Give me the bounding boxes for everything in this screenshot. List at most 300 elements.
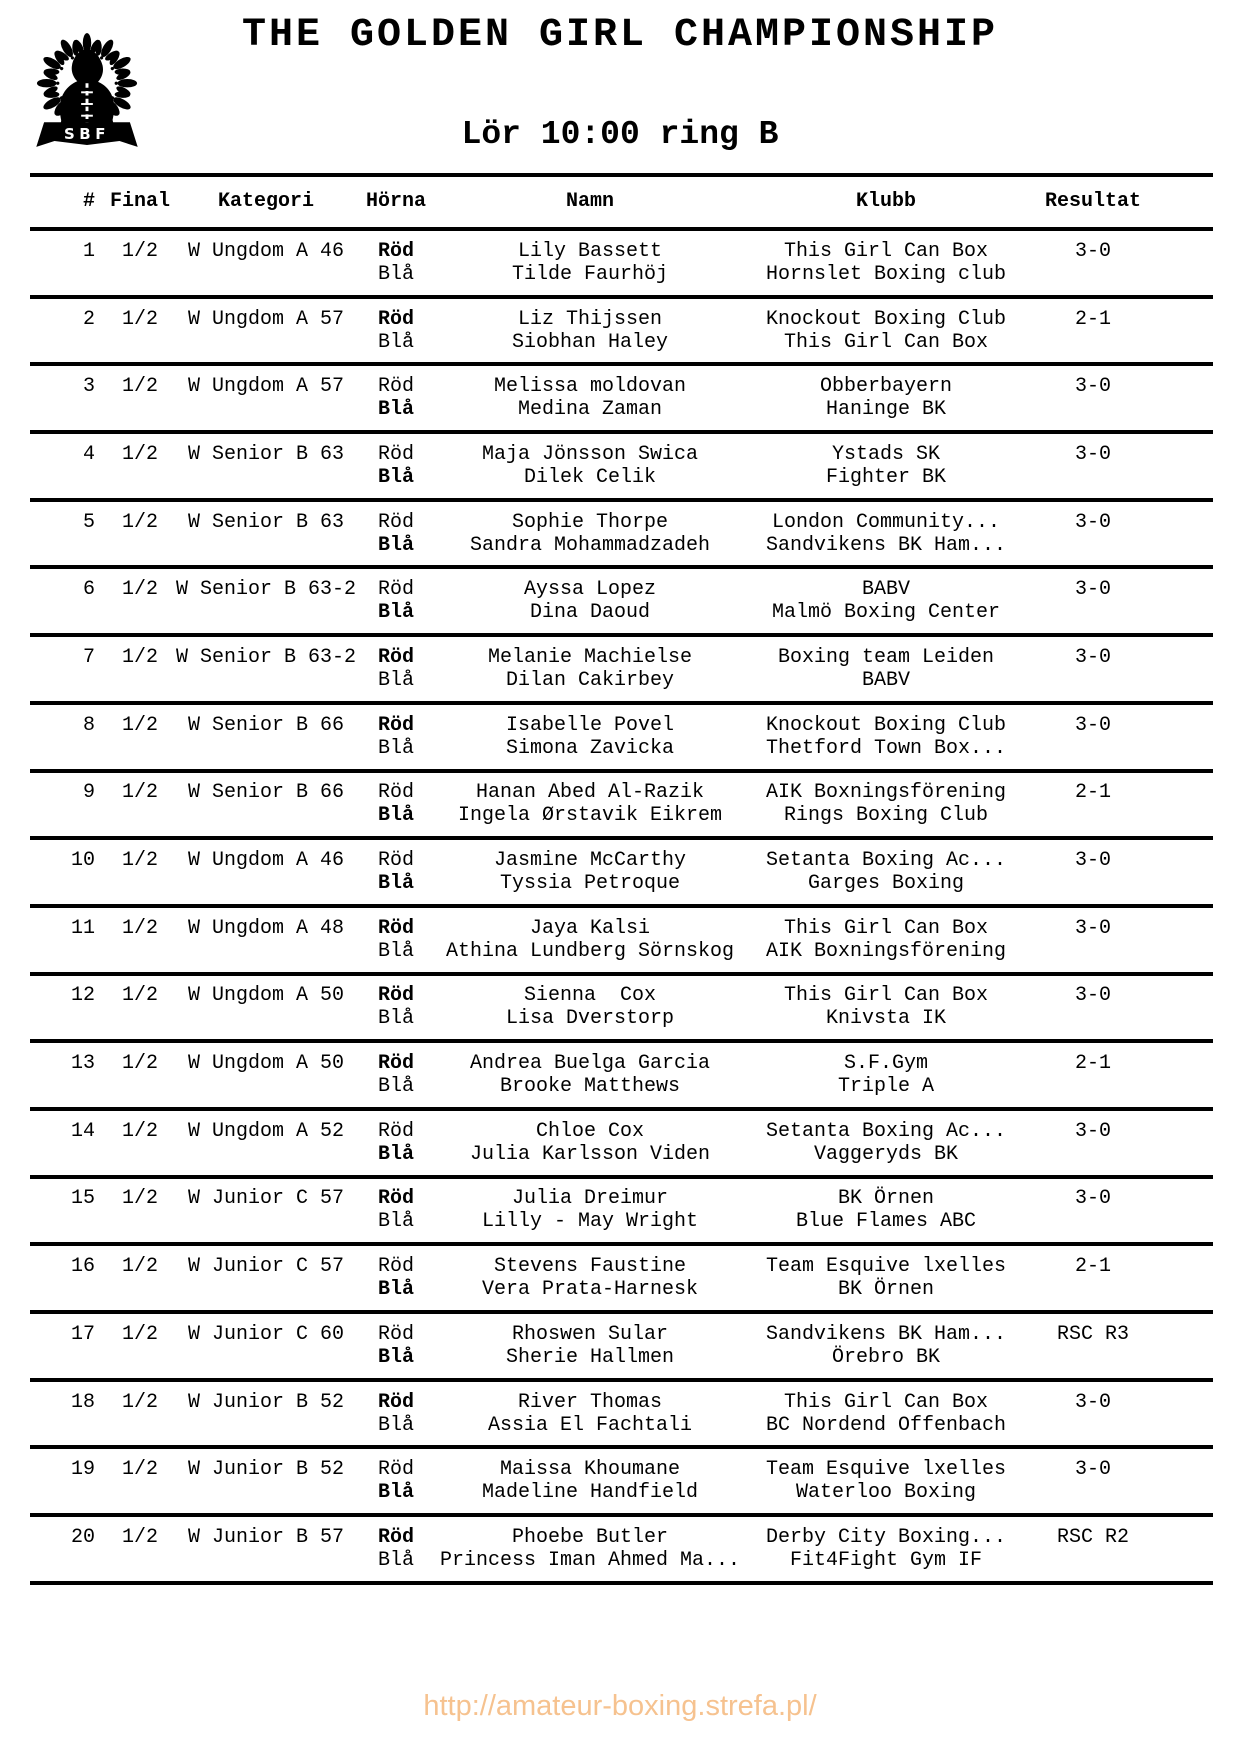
blue-boxer-club: Hornslet Boxing club xyxy=(765,262,1007,286)
blue-boxer-club: Fit4Fight Gym IF xyxy=(789,1548,983,1572)
red-boxer-club: London Community... xyxy=(771,510,1001,534)
final-stage: 1/2 xyxy=(121,375,158,399)
club-cell xyxy=(743,705,1029,769)
red-boxer-club: Derby City Boxing... xyxy=(765,1525,1007,1549)
red-boxer-name: Lily Bassett xyxy=(517,239,663,263)
table-row xyxy=(30,1043,1213,1111)
red-corner-label: Röd xyxy=(377,442,414,466)
club-cell xyxy=(743,231,1029,295)
name-cell xyxy=(437,1449,743,1513)
final-stage: 1/2 xyxy=(121,1052,158,1076)
club-cell xyxy=(743,1179,1029,1243)
blue-boxer-name: Lilly - May Wright xyxy=(481,1210,699,1234)
match-result: 3-0 xyxy=(1074,916,1111,940)
category: W Senior B 63 xyxy=(187,510,345,534)
row-spacer xyxy=(1157,1111,1210,1175)
name-cell xyxy=(437,908,743,972)
red-boxer-name: Hanan Abed Al-Razik xyxy=(475,781,705,805)
page-title: THE GOLDEN GIRL CHAMPIONSHIP xyxy=(241,13,999,58)
logo-banner xyxy=(36,122,137,147)
match-number: 2 xyxy=(82,307,95,331)
match-number: 10 xyxy=(70,849,95,873)
red-boxer-club: Setanta Boxing Ac... xyxy=(765,1119,1007,1143)
blue-boxer-name: Lisa Dverstorp xyxy=(505,1007,675,1031)
table-row xyxy=(30,1382,1213,1450)
corner-cell xyxy=(355,1043,437,1107)
category: W Junior B 52 xyxy=(187,1458,345,1482)
final-stage: 1/2 xyxy=(121,1255,158,1279)
club-cell xyxy=(743,1246,1029,1310)
club-cell xyxy=(743,366,1029,430)
red-boxer-club: Knockout Boxing Club xyxy=(765,713,1007,737)
header-category: Kategori xyxy=(217,190,314,213)
match-number: 15 xyxy=(70,1187,95,1211)
red-boxer-club: AIK Boxningsförening xyxy=(765,781,1007,805)
corner-cell xyxy=(355,773,437,837)
header-number: # xyxy=(82,190,95,213)
blue-boxer-club: Knivsta IK xyxy=(825,1007,947,1031)
category: W Junior C 57 xyxy=(187,1255,345,1279)
blue-boxer-club: Haninge BK xyxy=(825,398,947,422)
red-corner-label: Röd xyxy=(377,713,414,737)
corner-cell xyxy=(355,569,437,633)
club-cell xyxy=(743,434,1029,498)
row-spacer xyxy=(1157,1246,1210,1310)
club-cell xyxy=(743,773,1029,837)
category: W Ungdom A 46 xyxy=(187,849,345,873)
red-boxer-club: Team Esquive lxelles xyxy=(765,1458,1007,1482)
blue-corner-label: Blå xyxy=(377,1007,414,1031)
red-boxer-club: S.F.Gym xyxy=(843,1052,928,1076)
blue-boxer-name: Sherie Hallmen xyxy=(505,1345,675,1369)
red-boxer-name: Jasmine McCarthy xyxy=(493,849,687,873)
row-spacer xyxy=(1157,637,1210,701)
red-corner-label: Röd xyxy=(377,1119,414,1143)
match-result: 2-1 xyxy=(1074,1052,1111,1076)
row-spacer xyxy=(1157,1314,1210,1378)
red-boxer-name: Andrea Buelga Garcia xyxy=(469,1052,711,1076)
final-stage: 1/2 xyxy=(121,645,158,669)
row-spacer xyxy=(1157,840,1210,904)
blue-corner-label: Blå xyxy=(377,533,414,557)
blue-corner-label: Blå xyxy=(377,1142,414,1166)
header-result: Resultat xyxy=(1044,190,1141,213)
corner-cell xyxy=(355,231,437,295)
name-cell xyxy=(437,773,743,837)
boxer-silhouette-icon xyxy=(60,49,114,128)
red-boxer-name: Isabelle Povel xyxy=(505,713,675,737)
final-stage: 1/2 xyxy=(121,781,158,805)
red-boxer-name: Melissa moldovan xyxy=(493,375,687,399)
table-row xyxy=(30,231,1213,299)
club-cell xyxy=(743,1314,1029,1378)
match-result: 3-0 xyxy=(1074,1458,1111,1482)
row-spacer xyxy=(1157,976,1210,1040)
blue-boxer-club: BABV xyxy=(861,668,910,692)
blue-boxer-name: Princess Iman Ahmed Ma... xyxy=(439,1548,741,1572)
bout-results-table xyxy=(30,173,1213,1585)
header-club: Klubb xyxy=(855,190,916,213)
blue-boxer-club: This Girl Can Box xyxy=(783,330,989,354)
red-boxer-club: BABV xyxy=(861,578,910,602)
table-row xyxy=(30,705,1213,773)
blue-corner-label: Blå xyxy=(377,330,414,354)
header-final: Final xyxy=(109,190,170,213)
match-result: 3-0 xyxy=(1074,442,1111,466)
federation-logo xyxy=(22,24,152,158)
club-cell xyxy=(743,1043,1029,1107)
name-cell xyxy=(437,366,743,430)
blue-corner-label: Blå xyxy=(377,668,414,692)
blue-corner-label: Blå xyxy=(377,1075,414,1099)
corner-cell xyxy=(355,1382,437,1446)
club-cell xyxy=(743,502,1029,566)
club-cell xyxy=(743,569,1029,633)
red-corner-label: Röd xyxy=(377,1322,414,1346)
blue-boxer-name: Julia Karlsson Viden xyxy=(469,1142,711,1166)
final-stage: 1/2 xyxy=(121,1458,158,1482)
category: W Ungdom A 52 xyxy=(187,1119,345,1143)
blue-boxer-name: Brooke Matthews xyxy=(499,1075,681,1099)
red-boxer-club: This Girl Can Box xyxy=(783,984,989,1008)
header-spacer xyxy=(1157,177,1210,227)
match-number: 16 xyxy=(70,1255,95,1279)
blue-corner-label: Blå xyxy=(377,465,414,489)
table-row xyxy=(30,1314,1213,1382)
blue-boxer-name: Athina Lundberg Sörnskog xyxy=(445,939,735,963)
final-stage: 1/2 xyxy=(121,1525,158,1549)
red-corner-label: Röd xyxy=(377,1187,414,1211)
final-stage: 1/2 xyxy=(121,510,158,534)
row-spacer xyxy=(1157,502,1210,566)
category: W Junior C 60 xyxy=(187,1322,345,1346)
red-boxer-club: This Girl Can Box xyxy=(783,916,989,940)
red-boxer-name: Phoebe Butler xyxy=(511,1525,669,1549)
club-cell xyxy=(743,299,1029,363)
red-corner-label: Röd xyxy=(377,1458,414,1482)
corner-cell xyxy=(355,1314,437,1378)
red-boxer-club: This Girl Can Box xyxy=(783,1390,989,1414)
blue-corner-label: Blå xyxy=(377,1345,414,1369)
blue-boxer-club: Blue Flames ABC xyxy=(795,1210,977,1234)
red-boxer-club: Obberbayern xyxy=(819,375,953,399)
final-stage: 1/2 xyxy=(121,239,158,263)
red-corner-label: Röd xyxy=(377,578,414,602)
red-corner-label: Röd xyxy=(377,984,414,1008)
table-row xyxy=(30,637,1213,705)
match-result: 3-0 xyxy=(1074,578,1111,602)
club-cell xyxy=(743,1449,1029,1513)
blue-boxer-name: Dina Daoud xyxy=(529,601,651,625)
name-cell xyxy=(437,1246,743,1310)
match-result: 2-1 xyxy=(1074,307,1111,331)
match-number: 8 xyxy=(82,713,95,737)
match-number: 7 xyxy=(82,645,95,669)
match-number: 6 xyxy=(82,578,95,602)
red-boxer-name: Jaya Kalsi xyxy=(529,916,651,940)
red-corner-label: Röd xyxy=(377,307,414,331)
club-cell xyxy=(743,840,1029,904)
final-stage: 1/2 xyxy=(121,442,158,466)
match-result: 2-1 xyxy=(1074,1255,1111,1279)
red-boxer-name: Julia Dreimur xyxy=(511,1187,669,1211)
corner-cell xyxy=(355,908,437,972)
table-row xyxy=(30,1449,1213,1517)
row-spacer xyxy=(1157,1449,1210,1513)
match-result: RSC R3 xyxy=(1056,1322,1129,1346)
final-stage: 1/2 xyxy=(121,1119,158,1143)
name-cell xyxy=(437,1179,743,1243)
row-spacer xyxy=(1157,299,1210,363)
final-stage: 1/2 xyxy=(121,307,158,331)
blue-corner-label: Blå xyxy=(377,939,414,963)
corner-cell xyxy=(355,366,437,430)
final-stage: 1/2 xyxy=(121,578,158,602)
table-row xyxy=(30,840,1213,908)
final-stage: 1/2 xyxy=(121,1390,158,1414)
row-spacer xyxy=(1157,366,1210,430)
red-corner-label: Röd xyxy=(377,1255,414,1279)
logo-banner-text: SBF xyxy=(64,125,110,144)
red-corner-label: Röd xyxy=(377,849,414,873)
blue-boxer-name: Simona Zavicka xyxy=(505,736,675,760)
red-corner-label: Röd xyxy=(377,916,414,940)
corner-cell xyxy=(355,976,437,1040)
corner-cell xyxy=(355,637,437,701)
final-stage: 1/2 xyxy=(121,984,158,1008)
match-number: 11 xyxy=(70,916,95,940)
blue-boxer-club: Örebro BK xyxy=(831,1345,941,1369)
category: W Ungdom A 46 xyxy=(187,239,345,263)
category: W Ungdom A 50 xyxy=(187,984,345,1008)
blue-boxer-club: Vaggeryds BK xyxy=(813,1142,959,1166)
blue-corner-label: Blå xyxy=(377,601,414,625)
red-boxer-club: Sandvikens BK Ham... xyxy=(765,1322,1007,1346)
blue-boxer-club: BK Örnen xyxy=(837,1278,934,1302)
red-boxer-club: Knockout Boxing Club xyxy=(765,307,1007,331)
corner-cell xyxy=(355,840,437,904)
corner-cell xyxy=(355,1517,437,1581)
red-corner-label: Röd xyxy=(377,1052,414,1076)
name-cell xyxy=(437,976,743,1040)
match-result: 3-0 xyxy=(1074,1390,1111,1414)
name-cell xyxy=(437,705,743,769)
red-boxer-name: Ayssa Lopez xyxy=(523,578,657,602)
final-stage: 1/2 xyxy=(121,1187,158,1211)
red-corner-label: Röd xyxy=(377,510,414,534)
table-row xyxy=(30,299,1213,367)
red-boxer-club: Ystads SK xyxy=(831,442,941,466)
match-result: 3-0 xyxy=(1074,239,1111,263)
blue-boxer-name: Ingela Ørstavik Eikrem xyxy=(457,804,723,828)
red-boxer-club: Boxing team Leiden xyxy=(777,645,995,669)
blue-boxer-club: Malmö Boxing Center xyxy=(771,601,1001,625)
red-boxer-name: Maissa Khoumane xyxy=(499,1458,681,1482)
blue-boxer-club: Waterloo Boxing xyxy=(795,1481,977,1505)
row-spacer xyxy=(1157,1517,1210,1581)
row-spacer xyxy=(1157,1179,1210,1243)
category: W Junior B 52 xyxy=(187,1390,345,1414)
match-number: 3 xyxy=(82,375,95,399)
blue-corner-label: Blå xyxy=(377,1413,414,1437)
corner-cell xyxy=(355,299,437,363)
blue-boxer-name: Medina Zaman xyxy=(517,398,663,422)
name-cell xyxy=(437,299,743,363)
blue-boxer-club: Fighter BK xyxy=(825,465,947,489)
club-cell xyxy=(743,637,1029,701)
category: W Senior B 66 xyxy=(187,781,345,805)
table-row xyxy=(30,502,1213,570)
match-number: 12 xyxy=(70,984,95,1008)
match-number: 13 xyxy=(70,1052,95,1076)
blue-corner-label: Blå xyxy=(377,872,414,896)
blue-boxer-club: BC Nordend Offenbach xyxy=(765,1413,1007,1437)
footer-watermark-link[interactable]: http://amateur-boxing.strefa.pl/ xyxy=(423,1690,817,1722)
blue-boxer-name: Siobhan Haley xyxy=(511,330,669,354)
name-cell xyxy=(437,1111,743,1175)
category: W Senior B 63 xyxy=(187,442,345,466)
match-result: 3-0 xyxy=(1074,1119,1111,1143)
blue-corner-label: Blå xyxy=(377,1278,414,1302)
table-row xyxy=(30,569,1213,637)
blue-corner-label: Blå xyxy=(377,804,414,828)
blue-boxer-club: Sandvikens BK Ham... xyxy=(765,533,1007,557)
category: W Junior C 57 xyxy=(187,1187,345,1211)
red-boxer-name: Sienna Cox xyxy=(523,984,657,1008)
match-result: 2-1 xyxy=(1074,781,1111,805)
table-row xyxy=(30,366,1213,434)
row-spacer xyxy=(1157,908,1210,972)
blue-boxer-club: Triple A xyxy=(837,1075,934,1099)
blue-corner-label: Blå xyxy=(377,398,414,422)
blue-boxer-name: Sandra Mohammadzadeh xyxy=(469,533,711,557)
match-number: 19 xyxy=(70,1458,95,1482)
row-spacer xyxy=(1157,434,1210,498)
match-number: 1 xyxy=(82,239,95,263)
row-spacer xyxy=(1157,1382,1210,1446)
blue-boxer-club: Garges Boxing xyxy=(807,872,965,896)
red-boxer-name: Rhoswen Sular xyxy=(511,1322,669,1346)
name-cell xyxy=(437,1314,743,1378)
table-row xyxy=(30,976,1213,1044)
header-name: Namn xyxy=(565,190,614,213)
match-result: 3-0 xyxy=(1074,984,1111,1008)
blue-corner-label: Blå xyxy=(377,1481,414,1505)
row-spacer xyxy=(1157,705,1210,769)
table-header-row xyxy=(30,177,1213,231)
club-cell xyxy=(743,1517,1029,1581)
match-result: 3-0 xyxy=(1074,375,1111,399)
name-cell xyxy=(437,840,743,904)
category: W Junior B 57 xyxy=(187,1525,345,1549)
red-corner-label: Röd xyxy=(377,375,414,399)
table-row xyxy=(30,1517,1213,1585)
category: W Ungdom A 50 xyxy=(187,1052,345,1076)
red-boxer-club: Setanta Boxing Ac... xyxy=(765,849,1007,873)
blue-boxer-club: AIK Boxningsförening xyxy=(765,939,1007,963)
category: W Ungdom A 57 xyxy=(187,375,345,399)
blue-corner-label: Blå xyxy=(377,1210,414,1234)
match-result: 3-0 xyxy=(1074,510,1111,534)
match-number: 14 xyxy=(70,1119,95,1143)
red-boxer-name: Liz Thijssen xyxy=(517,307,663,331)
table-row xyxy=(30,1246,1213,1314)
blue-boxer-club: Thetford Town Box... xyxy=(765,736,1007,760)
final-stage: 1/2 xyxy=(121,1322,158,1346)
table-row xyxy=(30,908,1213,976)
match-result: 3-0 xyxy=(1074,849,1111,873)
category: W Senior B 63-2 xyxy=(175,645,357,669)
club-cell xyxy=(743,1111,1029,1175)
category: W Ungdom A 48 xyxy=(187,916,345,940)
name-cell xyxy=(437,569,743,633)
category: W Senior B 66 xyxy=(187,713,345,737)
blue-corner-label: Blå xyxy=(377,736,414,760)
red-boxer-club: This Girl Can Box xyxy=(783,239,989,263)
blue-boxer-name: Tyssia Petroque xyxy=(499,872,681,896)
name-cell xyxy=(437,637,743,701)
match-number: 9 xyxy=(82,781,95,805)
blue-boxer-name: Tilde Faurhöj xyxy=(511,262,669,286)
red-boxer-club: Team Esquive lxelles xyxy=(765,1255,1007,1279)
boxer-wreath-emblem xyxy=(22,24,152,158)
name-cell xyxy=(437,434,743,498)
match-number: 5 xyxy=(82,510,95,534)
club-cell xyxy=(743,976,1029,1040)
document-header xyxy=(0,0,1240,156)
red-corner-label: Röd xyxy=(377,239,414,263)
row-spacer xyxy=(1157,569,1210,633)
final-stage: 1/2 xyxy=(121,849,158,873)
red-boxer-name: Melanie Machielse xyxy=(487,645,693,669)
name-cell xyxy=(437,502,743,566)
name-cell xyxy=(437,1517,743,1581)
table-row xyxy=(30,1111,1213,1179)
blue-boxer-name: Assia El Fachtali xyxy=(487,1413,693,1437)
red-boxer-name: Chloe Cox xyxy=(535,1119,645,1143)
blue-corner-label: Blå xyxy=(377,1548,414,1572)
final-stage: 1/2 xyxy=(121,713,158,737)
corner-cell xyxy=(355,1111,437,1175)
match-number: 17 xyxy=(70,1322,95,1346)
red-corner-label: Röd xyxy=(377,781,414,805)
match-result: RSC R2 xyxy=(1056,1525,1129,1549)
club-cell xyxy=(743,1382,1029,1446)
corner-cell xyxy=(355,434,437,498)
red-boxer-club: BK Örnen xyxy=(837,1187,934,1211)
row-spacer xyxy=(1157,773,1210,837)
corner-cell xyxy=(355,705,437,769)
name-cell xyxy=(437,231,743,295)
table-body xyxy=(30,231,1213,1585)
session-title: Lör 10:00 ring B xyxy=(461,116,779,153)
match-result: 3-0 xyxy=(1074,1187,1111,1211)
red-corner-label: Röd xyxy=(377,645,414,669)
row-spacer xyxy=(1157,231,1210,295)
corner-cell xyxy=(355,1449,437,1513)
blue-corner-label: Blå xyxy=(377,262,414,286)
red-corner-label: Röd xyxy=(377,1390,414,1414)
name-cell xyxy=(437,1043,743,1107)
match-result: 3-0 xyxy=(1074,645,1111,669)
red-boxer-name: River Thomas xyxy=(517,1390,663,1414)
match-number: 4 xyxy=(82,442,95,466)
table-row xyxy=(30,773,1213,841)
club-cell xyxy=(743,908,1029,972)
match-number: 20 xyxy=(70,1525,95,1549)
corner-cell xyxy=(355,1179,437,1243)
name-cell xyxy=(437,1382,743,1446)
